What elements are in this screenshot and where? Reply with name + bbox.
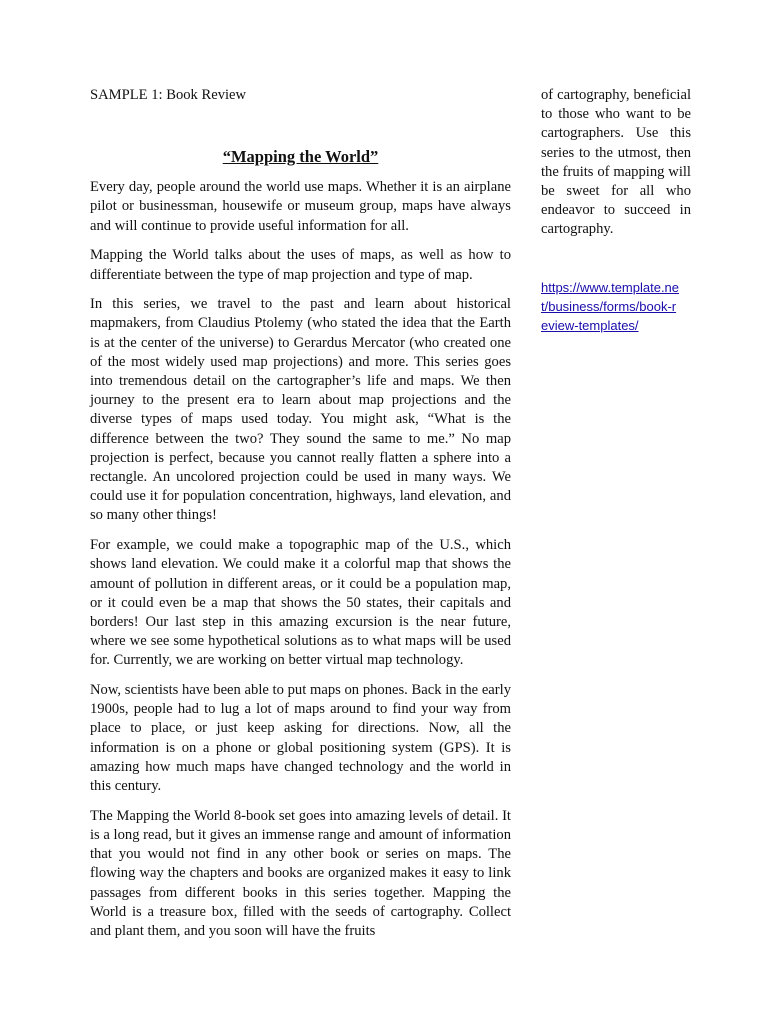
- review-title: “Mapping the World”: [222, 147, 379, 167]
- sample-label: SAMPLE 1: Book Review: [90, 87, 247, 103]
- source-link[interactable]: https://www.template.net/business/forms/book-review-templates/: [541, 279, 680, 333]
- paragraph-intro: Every day, people around the world use maps. Whether it is an airplane pilot or businessman, housewife or museum group, maps have always and will continue to provide useful information for all.: [90, 179, 511, 234]
- paragraph-overview: Mapping the World talks about the uses of maps, as well as how to differentiate between the type of map projection and type of map.: [90, 247, 511, 283]
- paragraph-continuation: of cartography, beneficial to those who want to be cartographers. Use this series to the utmost, then the fruits of mapping will be sweet for all who endeavor to succeed in cartography.: [541, 87, 691, 238]
- main-column: [90, 86, 511, 952]
- side-column: [541, 86, 691, 335]
- paragraph-conclusion: The Mapping the World 8-book set goes into amazing levels of detail. It is a long read, but it gives an immense range and amount of information that you would not find in any other book or series on maps. The flowing way the chapters and books are organized makes it easy to link passages from different books in this series together. Mapping the World is a treasure box, filled with the seeds of cartography. Collect and plant them, and you soon will have the fruits: [90, 807, 511, 940]
- paragraph-examples: For example, we could make a topographic map of the U.S., which shows land elevation. We could make it a colorful map that shows the amount of pollution in different areas, or it could be a population map, or it could even be a map that shows the 50 states, their capitals and borders! Our last step in this amazing excursion is the near future, where we see some hypothetical solutions as to what maps will be used for. Currently, we are working on better virtual map technology.: [90, 537, 511, 669]
- paragraph-history: In this series, we travel to the past and learn about historical mapmakers, from Claudius Ptolemy (who stated the idea that the Earth is at the center of the universe) to Gerardus Mercator (who created one of the most widely used map projections) and more. This series goes into tremendous detail on the cartographer’s life and maps. We then journey to the present era to learn about map projections and the diverse types of maps used today. You might ask, “What is the difference between the two? They sound the same to me.” No map projection is perfect, because you cannot really flatten a sphere into a rectangle. An uncolored projection could be used in many ways. We could use it for population concentration, highways, land elevation, and so many other things!: [90, 296, 511, 524]
- paragraph-modern: Now, scientists have been able to put maps on phones. Back in the early 1900s, people had to lug a lot of maps around to find your way from place to place, or just keep asking for directions. Now, all the information is on a phone or global positioning system (GPS). It is amazing how much maps have changed technology and the world in this century.: [90, 682, 511, 795]
